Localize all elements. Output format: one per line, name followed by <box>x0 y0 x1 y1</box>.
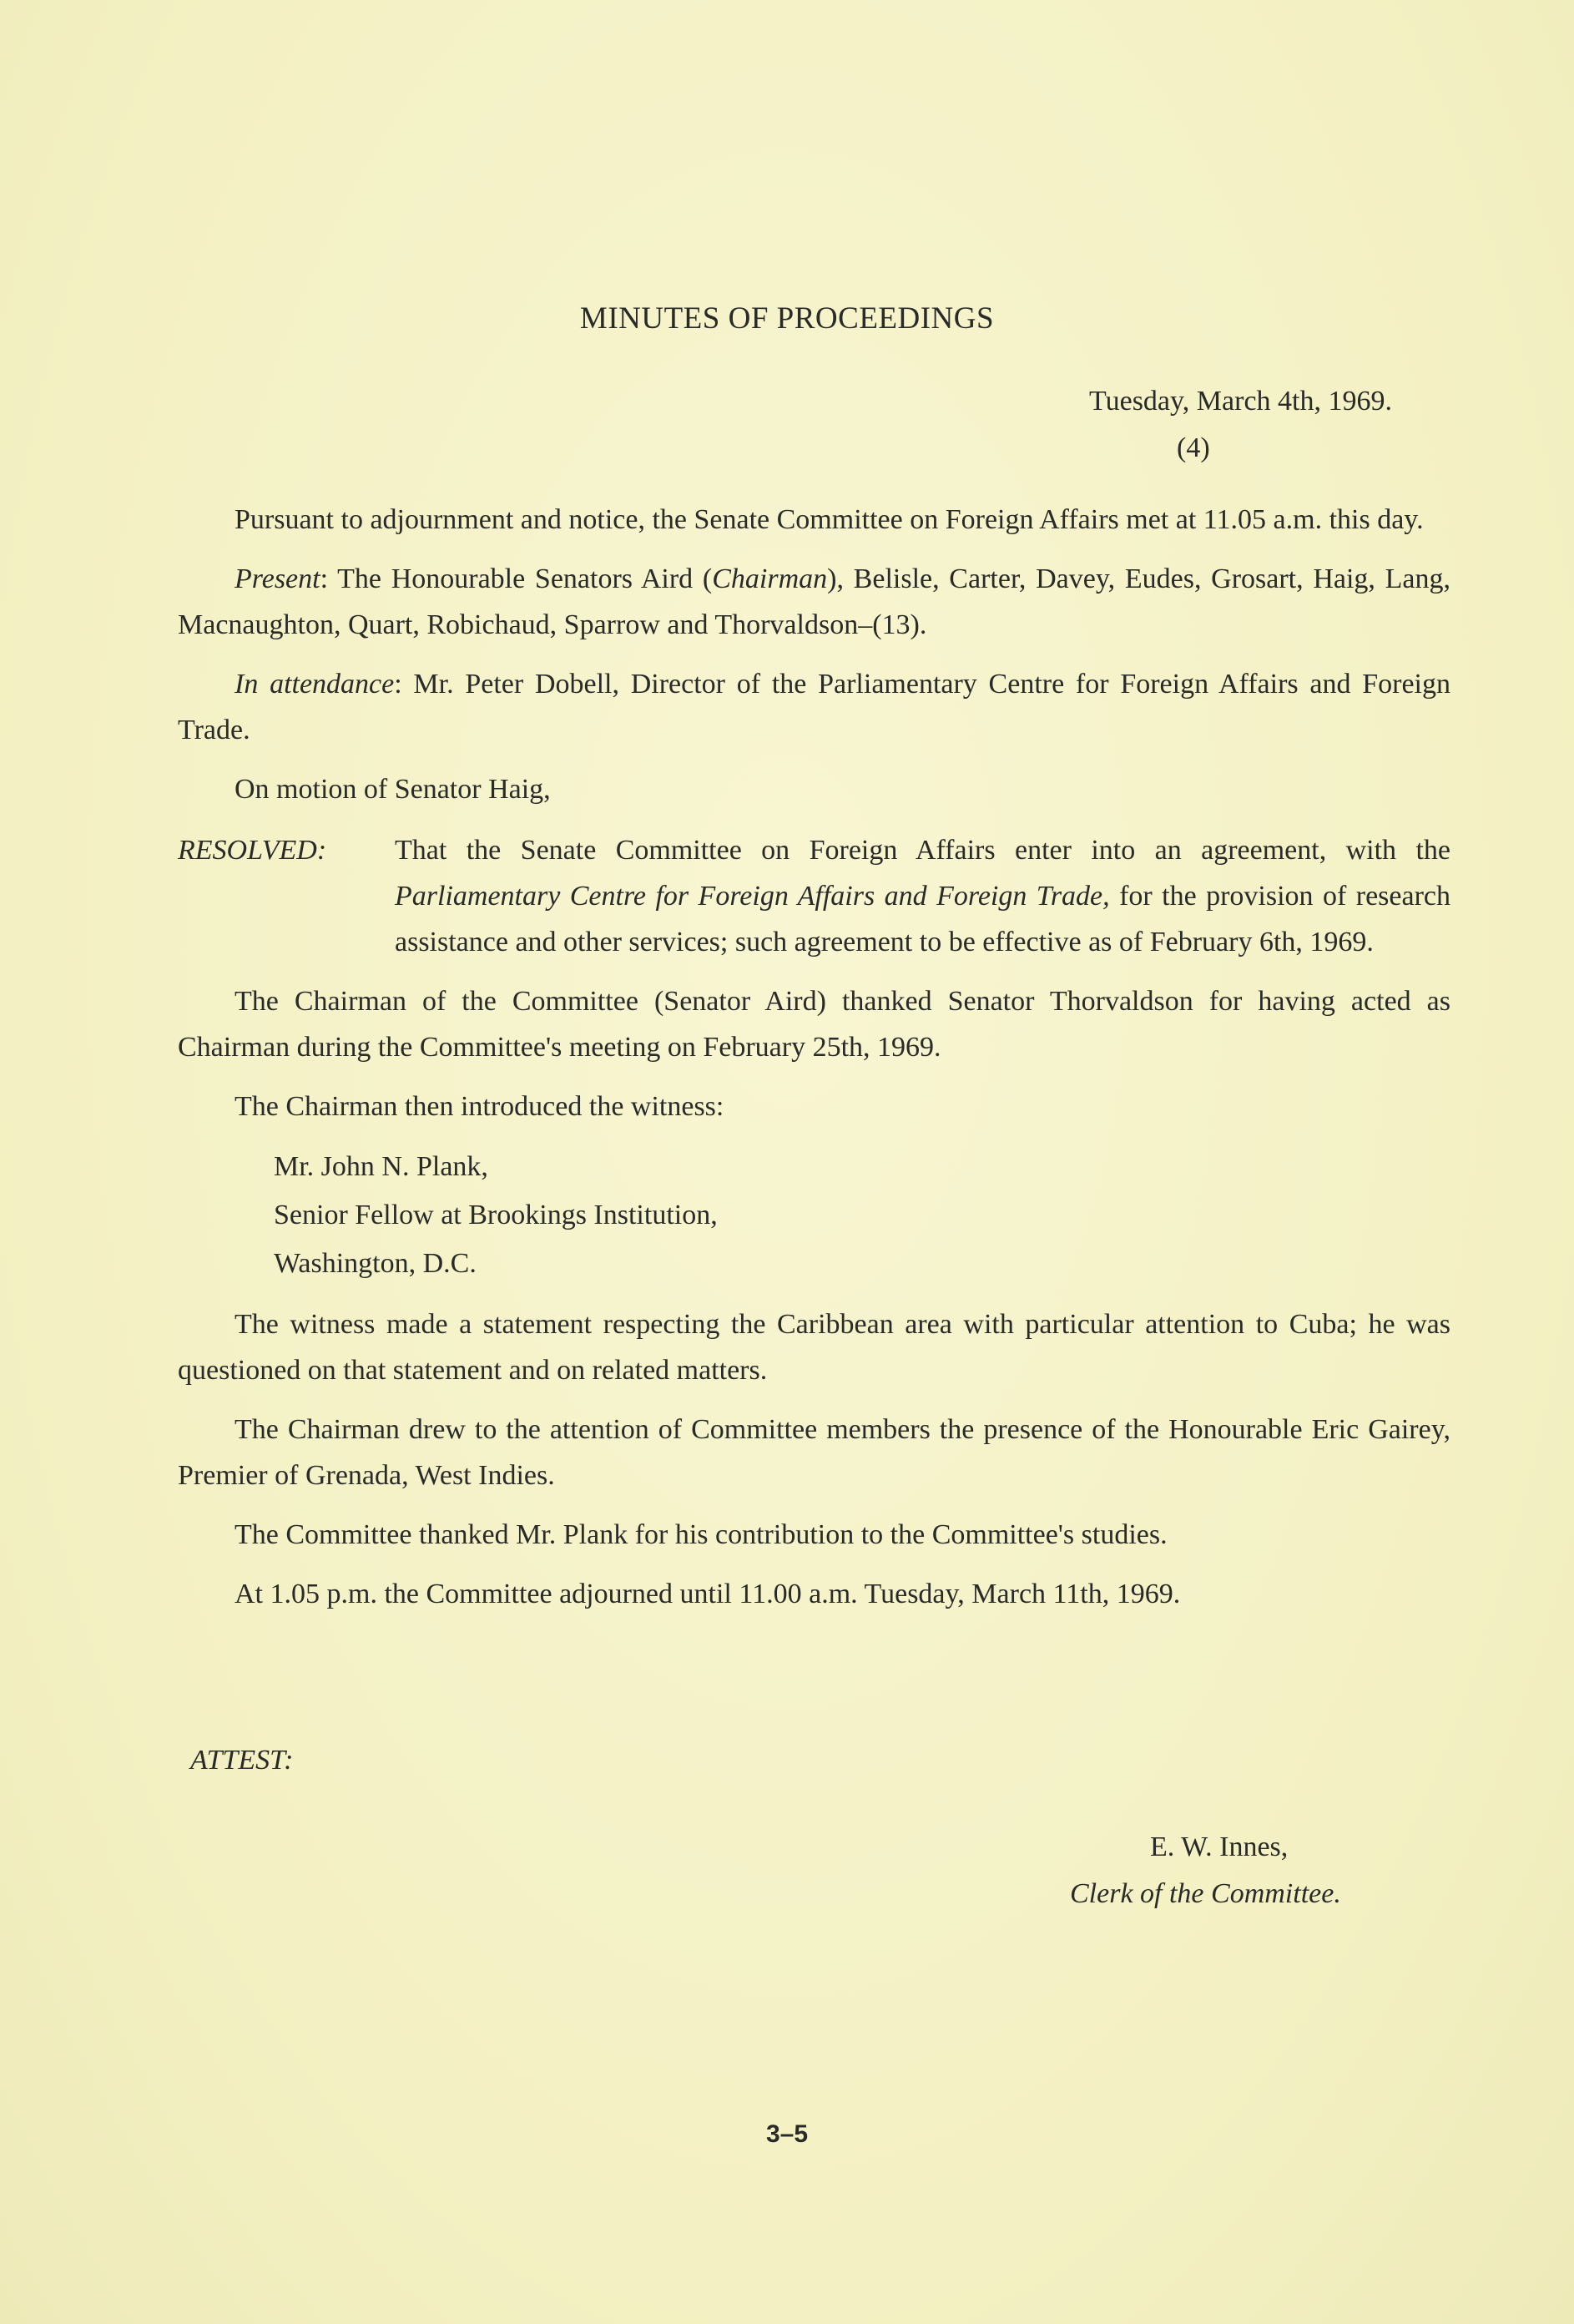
attendance-label: In attendance <box>235 669 395 700</box>
present-label: Present <box>235 563 320 594</box>
page-number: 3–5 <box>765 2120 809 2148</box>
resolution-text <box>395 827 1450 965</box>
statement-paragraph: The witness made a statement respecting the Caribbean area with particular attention to Cuba; he was questioned on that statement and on related matters. <box>178 1309 1450 1386</box>
page-title: MINUTES OF PROCEEDINGS <box>579 301 995 336</box>
resolution-block <box>178 827 1450 965</box>
signature-block <box>1070 1824 1341 1917</box>
resolution-text-1: That the Senate Committee on Foreign Affairs enter into an agreement, with the <box>395 835 1450 866</box>
present-paragraph <box>178 556 1450 648</box>
signature-role: Clerk of the Committee. <box>1070 1878 1341 1909</box>
minutes-body <box>178 497 1450 1630</box>
motion-paragraph: On motion of Senator Haig, <box>235 774 551 805</box>
opening-paragraph: Pursuant to adjournment and notice, the Senate Committee on Foreign Affairs met at 11.05 a.m. this day. <box>235 504 1424 535</box>
witness-location: Washington, D.C. <box>274 1248 477 1279</box>
gairey-paragraph: The Chairman drew to the attention of Committee members the presence of the Honourable Eric Gairey, Premier of Grenada, West Indies. <box>178 1414 1450 1491</box>
attendance-text: : Mr. Peter Dobell, Director of the Parliamentary Centre for Foreign Affairs and Foreign Trade. <box>178 669 1450 745</box>
resolution-centre-name: Parliamentary Centre for Foreign Affairs and Foreign Trade, <box>395 881 1110 912</box>
thanks-paragraph: The Chairman of the Committee (Senator Aird) thanked Senator Thorvaldson for having acted as Chairman during the Committee's meeting on February 25th, 1969. <box>178 986 1450 1063</box>
signature-name: E. W. Innes, <box>1150 1831 1289 1862</box>
adjournment-paragraph: At 1.05 p.m. the Committee adjourned until 11.00 a.m. Tuesday, March 11th, 1969. <box>235 1579 1181 1609</box>
present-text: : The Honourable Senators Aird ( <box>320 563 713 594</box>
attendance-paragraph <box>178 661 1450 753</box>
meeting-number: (4) <box>1177 432 1210 463</box>
witness-name: Mr. John N. Plank, <box>274 1151 488 1182</box>
present-chairman: Chairman <box>712 563 828 594</box>
witness-position: Senior Fellow at Brookings Institution, <box>274 1200 718 1230</box>
resolved-label: RESOLVED: <box>178 835 327 866</box>
present-rest: ), Belisle, Carter, Davey, Eudes, Grosart, Haig, Lang, Macnaughton, Quart, Robichaud, Sparrow and Thorvaldson–(13). <box>178 563 1450 640</box>
attest-label: ATTEST: <box>190 1745 294 1776</box>
meeting-date: Tuesday, March 4th, 1969. <box>1089 386 1392 417</box>
plank-thanks-paragraph: The Committee thanked Mr. Plank for his contribution to the Committee's studies. <box>235 1519 1168 1550</box>
resolution-text-2: for the provision of research assistance and other services; such agreement to be effective as of February 6th, 1969. <box>395 881 1450 957</box>
witness-block <box>274 1143 1450 1288</box>
introduced-paragraph: The Chairman then introduced the witness: <box>235 1091 724 1122</box>
